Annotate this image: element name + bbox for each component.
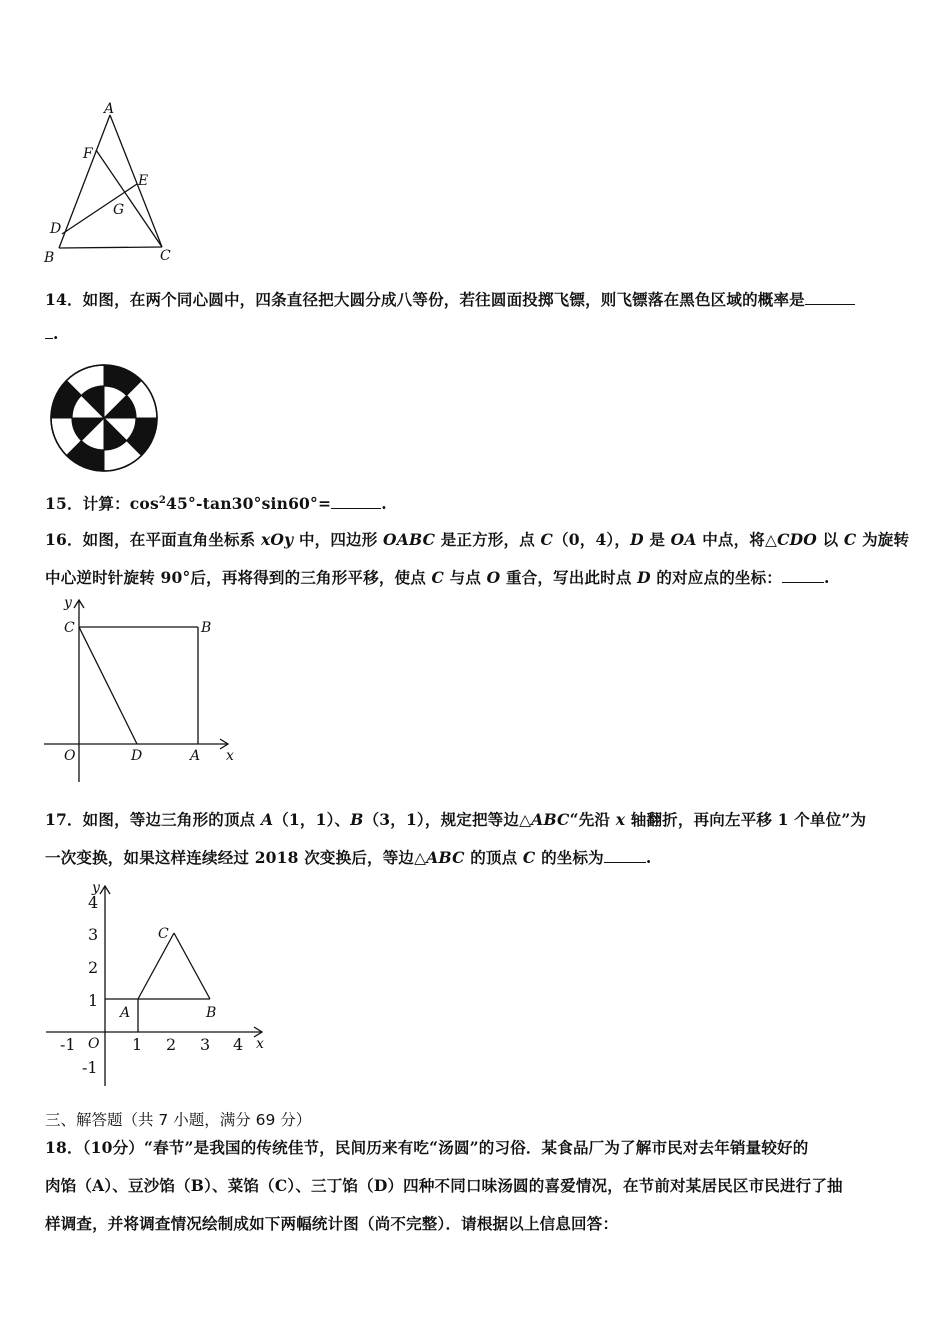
section-title: 三、解答题（共 7 小题，满分 69 分） bbox=[45, 1111, 312, 1129]
label-B: B bbox=[201, 620, 212, 636]
ytick-3: 3 bbox=[88, 925, 99, 944]
label-F: F bbox=[83, 146, 93, 162]
question-14-continuation: . bbox=[45, 324, 59, 343]
answer-blank bbox=[604, 862, 646, 863]
label-D: D bbox=[131, 748, 143, 764]
answer-blank bbox=[805, 304, 855, 305]
axis-y-label: y bbox=[92, 880, 100, 896]
label-A: A bbox=[104, 101, 115, 117]
xtick-3: 3 bbox=[200, 1035, 211, 1054]
square-figure bbox=[40, 590, 240, 790]
axis-x-label: x bbox=[256, 1036, 264, 1052]
label-E: E bbox=[138, 173, 149, 189]
label-A: A bbox=[120, 1005, 131, 1021]
question-16-line1: 16．如图，在平面直角坐标系 xOy 中，四边形 OABC 是正方形，点 C（0，4），D 是 OA 中点，将△CDO 以 C 为旋转 bbox=[45, 530, 910, 549]
question-18-line1: 18．（10分）“春节”是我国的传统佳节，民间历来有吃“汤圆”的习俗．某食品厂为了解市民对去年销量较好的 bbox=[45, 1138, 809, 1157]
answer-blank bbox=[331, 508, 381, 509]
label-D: D bbox=[50, 221, 62, 237]
question-18-line3: 样调查，并将调查情况绘制成如下两幅统计图（尚不完整）．请根据以上信息回答： bbox=[45, 1214, 619, 1233]
ytick-1: 1 bbox=[88, 991, 99, 1010]
question-14: 14．如图，在两个同心圆中，四条直径把大圆分成八等份，若往圆面投掷飞镖，则飞镖落在黑色区域的概率是 bbox=[45, 288, 855, 310]
axis-x-label: x bbox=[226, 748, 234, 764]
label-B: B bbox=[44, 250, 55, 266]
label-C: C bbox=[158, 926, 169, 942]
dartboard-figure bbox=[48, 362, 160, 474]
question-18-line2: 肉馅（A）、豆沙馅（B）、菜馅（C）、三丁馅（D）四种不同口味汤圆的喜爱情况，在节前对某居民区市民进行了抽 bbox=[45, 1176, 843, 1195]
answer-blank bbox=[782, 582, 824, 583]
xtick-4: 4 bbox=[233, 1035, 244, 1054]
label-B: B bbox=[206, 1005, 217, 1021]
axis-y-label: y bbox=[64, 595, 72, 611]
triangle-figure bbox=[40, 100, 180, 270]
label-G: G bbox=[113, 202, 125, 218]
label-O: O bbox=[88, 1036, 100, 1052]
question-17-line1: 17．如图，等边三角形的顶点 A（1，1）、B（3，1），规定把等边△ABC“先沿 x 轴翻折，再向左平移 1 个单位”为 bbox=[45, 810, 867, 829]
ytick-minus1: -1 bbox=[82, 1058, 98, 1077]
xtick-1: 1 bbox=[132, 1035, 143, 1054]
label-C: C bbox=[64, 620, 75, 636]
coordinate-figure bbox=[40, 878, 270, 1093]
ytick-2: 2 bbox=[88, 958, 99, 977]
xtick-2: 2 bbox=[166, 1035, 177, 1054]
question-15: 15．计算：$\cos^245^\circ-\tan 30^\circ\sin 60^\circ=$ . bbox=[45, 494, 387, 513]
label-A: A bbox=[190, 748, 201, 764]
ytick-4: 4 bbox=[88, 893, 99, 912]
xtick-minus1: -1 bbox=[60, 1035, 76, 1054]
question-16-line2: 中心逆时针旋转 90°后，再将得到的三角形平移，使点 C 与点 O 重合，写出此时点 D 的对应点的坐标： . bbox=[45, 568, 830, 587]
label-O: O bbox=[64, 748, 76, 764]
question-17-line2: 一次变换，如果这样连续经过 2018 次变换后，等边△ABC 的顶点 C 的坐标为 . bbox=[45, 848, 652, 867]
label-C: C bbox=[160, 248, 171, 264]
